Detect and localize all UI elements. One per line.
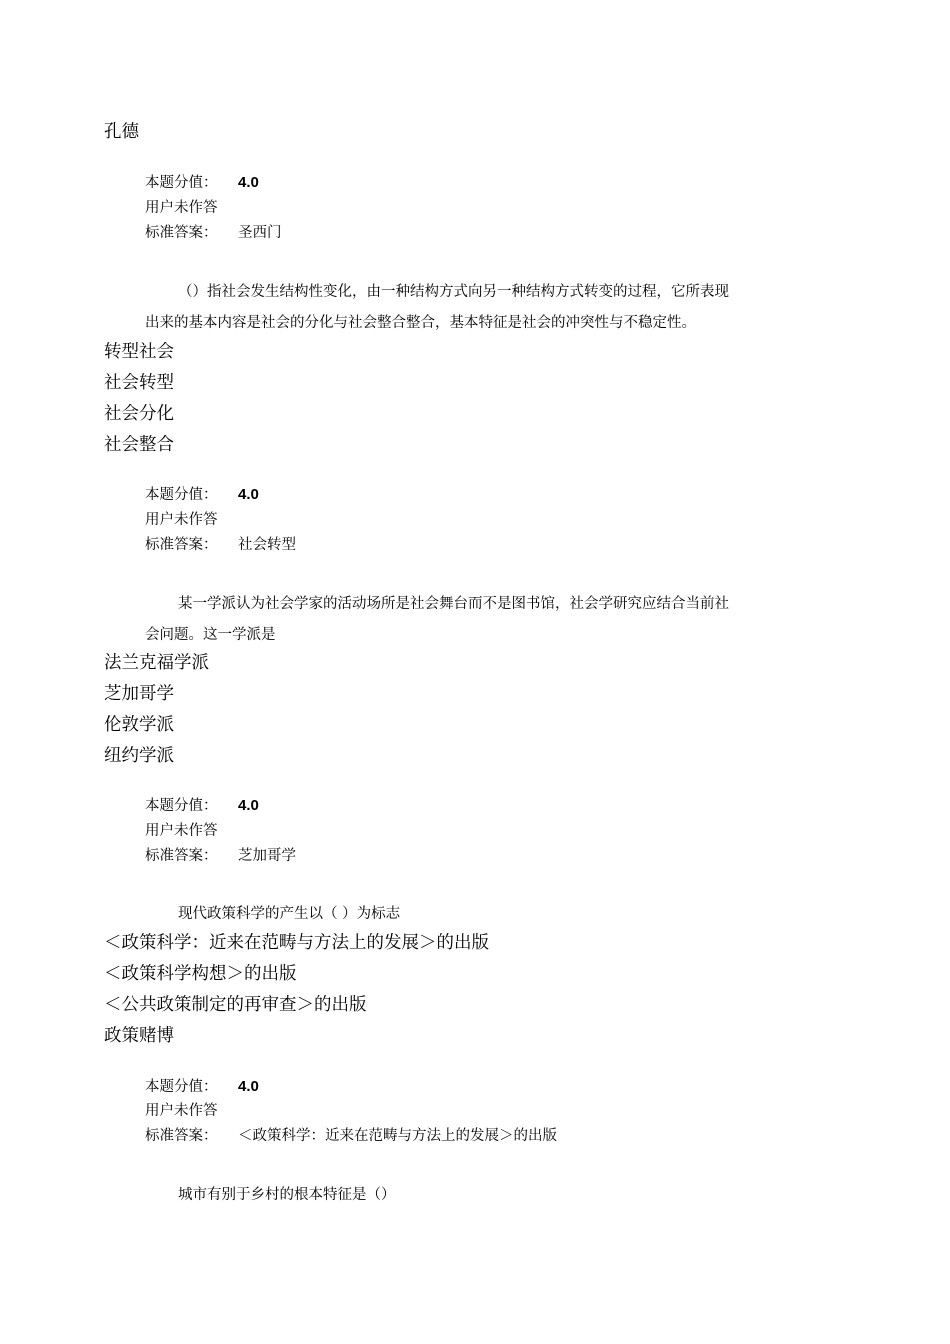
- question-text: 现代政策科学的产生以（ ）为标志: [178, 906, 401, 922]
- answer-status: 用户未作答: [145, 512, 218, 528]
- option-text: 社会分化: [104, 404, 174, 424]
- option-text: 政策赌博: [104, 1026, 174, 1046]
- score-line: [145, 1077, 259, 1097]
- answer-label: 标准答案：: [145, 225, 218, 241]
- score-value: 4.0: [238, 1078, 259, 1095]
- option-text: ＜政策科学：近来在范畴与方法上的发展＞的出版: [104, 933, 489, 953]
- score-value: 4.0: [238, 486, 259, 503]
- standard-answer-line: [145, 535, 296, 555]
- answer-value: 圣西门: [238, 225, 282, 241]
- answer-label: 标准答案：: [145, 848, 218, 864]
- option-text: 芝加哥学: [104, 684, 174, 704]
- answer-status: 用户未作答: [145, 1103, 218, 1119]
- score-label: 本题分值：: [145, 1079, 218, 1095]
- score-line: [145, 796, 259, 816]
- score-value: 4.0: [238, 797, 259, 814]
- score-line: [145, 173, 259, 193]
- score-label: 本题分值：: [145, 175, 218, 191]
- question-text-continued: 会问题。这一学派是: [145, 627, 276, 643]
- option-text: ＜公共政策制定的再审查＞的出版: [104, 995, 367, 1015]
- answer-value: ＜政策科学：近来在范畴与方法上的发展＞的出版: [238, 1128, 557, 1144]
- option-text: 纽约学派: [104, 746, 174, 766]
- option-text: 伦敦学派: [104, 715, 174, 735]
- answer-value: 社会转型: [238, 537, 296, 553]
- question-text: （）指社会发生结构性变化，由一种结构方式向另一种结构方式转变的过程，它所表现: [178, 284, 729, 300]
- score-label: 本题分值：: [145, 487, 218, 503]
- option-text: 社会转型: [104, 373, 174, 393]
- score-line: [145, 485, 259, 505]
- standard-answer-line: [145, 846, 296, 866]
- score-label: 本题分值：: [145, 798, 218, 814]
- option-text: 孔德: [104, 122, 139, 142]
- option-text: 社会整合: [104, 435, 174, 455]
- option-text: 法兰克福学派: [104, 653, 209, 673]
- question-text: 城市有别于乡村的根本特征是（）: [178, 1187, 396, 1203]
- standard-answer-line: [145, 1126, 557, 1146]
- answer-label: 标准答案：: [145, 537, 218, 553]
- score-value: 4.0: [238, 174, 259, 191]
- question-text: 某一学派认为社会学家的活动场所是社会舞台而不是图书馆，社会学研究应结合当前社: [178, 596, 729, 612]
- answer-value: 芝加哥学: [238, 848, 296, 864]
- answer-status: 用户未作答: [145, 823, 218, 839]
- standard-answer-line: [145, 223, 282, 243]
- answer-label: 标准答案：: [145, 1128, 218, 1144]
- option-text: ＜政策科学构想＞的出版: [104, 964, 297, 984]
- option-text: 转型社会: [104, 342, 174, 362]
- question-text-continued: 出来的基本内容是社会的分化与社会整合整合，基本特征是社会的冲突性与不稳定性。: [145, 315, 696, 331]
- answer-status: 用户未作答: [145, 200, 218, 216]
